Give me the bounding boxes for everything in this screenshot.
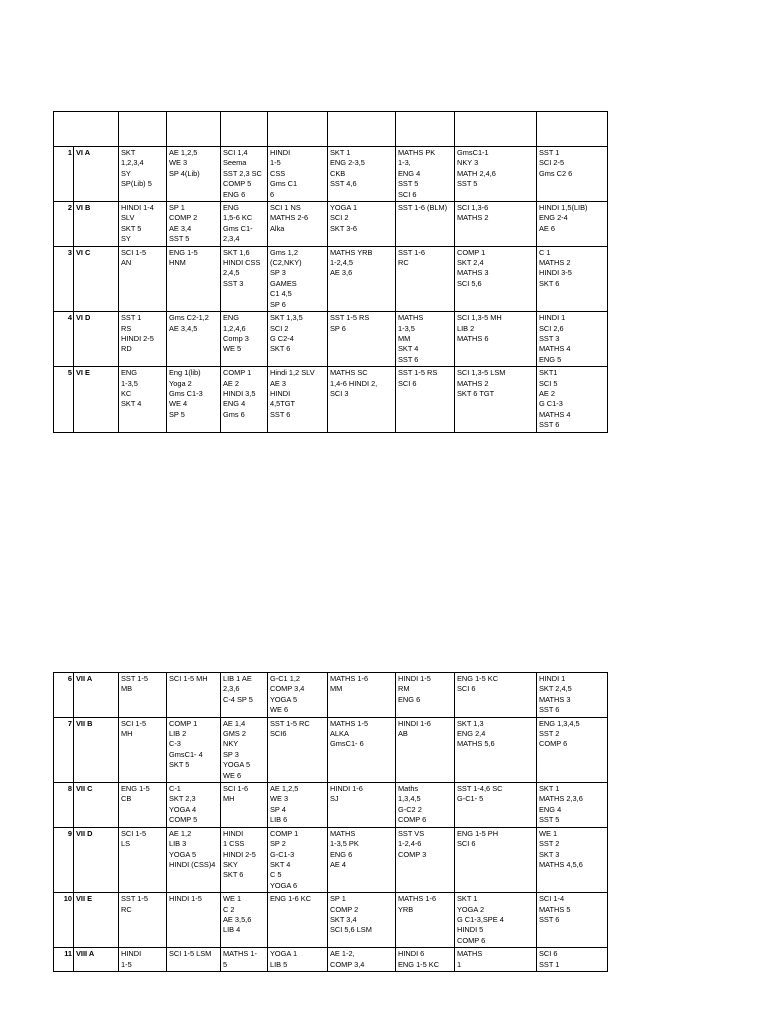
header-blank-cell — [119, 112, 167, 147]
period-cell: HINDI 1-5 — [119, 948, 167, 972]
period-cell: ENG 1,3,4,5 SST 2 COMP 6 — [537, 717, 608, 782]
period-cell: SKT 1,2,3,4 SY SP(Lib) 5 — [119, 147, 167, 202]
period-cell: SCI 1,3-5 MH LIB 2 MATHS 6 — [455, 312, 537, 367]
period-cell: YOGA 1 LIB 5 — [268, 948, 328, 972]
period-cell: Hindi 1,2 SLV AE 3 HINDI 4,5TGT SST 6 — [268, 367, 328, 432]
period-cell: SCI 1,3-5 LSM MATHS 2 SKT 6 TGT — [455, 367, 537, 432]
period-cell: SCI 1 NS MATHS 2-6 Alka — [268, 202, 328, 247]
period-cell: HINDI 1-4 SLV SKT 5 SY — [119, 202, 167, 247]
period-cell: HINDI 6 ENG 1-5 KC — [396, 948, 455, 972]
row-number: 3 — [54, 246, 74, 311]
table-row — [54, 312, 608, 367]
period-cell: C-1 SKT 2,3 YOGA 4 COMP 5 — [167, 783, 221, 828]
table-row — [54, 893, 608, 948]
class-name: VI E — [74, 367, 119, 432]
period-cell: HINDI 1 CSS HINDI 2-5 SKY SKT 6 — [221, 827, 268, 892]
period-cell: AE 1,2,5 WE 3 SP 4 LIB 6 — [268, 783, 328, 828]
class-name: VI D — [74, 312, 119, 367]
period-cell: ENG 1,5-6 KC Gms C1- 2,3,4 — [221, 202, 268, 247]
table-row — [54, 246, 608, 311]
period-cell: SST 1-5 RS SP 6 — [328, 312, 396, 367]
class-name: VII E — [74, 893, 119, 948]
class-name: VI B — [74, 202, 119, 247]
period-cell: LIB 1 AE 2,3,6 C-4 SP 5 — [221, 673, 268, 718]
class-name: VI A — [74, 147, 119, 202]
period-cell: AE 1,2 LIB 3 YOGA 5 HINDI (CSS)4 — [167, 827, 221, 892]
period-cell: SKT 1,6 HINDI CSS 2,4,5 SST 3 — [221, 246, 268, 311]
period-cell: SP 1 COMP 2 SKT 3,4 SCI 5,6 LSM — [328, 893, 396, 948]
header-blank-cell — [396, 112, 455, 147]
period-cell: SKT 1,3 ENG 2,4 MATHS 5,6 — [455, 717, 537, 782]
table-row — [54, 783, 608, 828]
period-cell: ENG 1-6 KC — [268, 893, 328, 948]
period-cell: SKT 1 YOGA 2 G C1-3,SPE 4 HINDI 5 COMP 6 — [455, 893, 537, 948]
period-cell: MATHS 1- 5 — [221, 948, 268, 972]
row-number: 2 — [54, 202, 74, 247]
period-cell: HINDI 1-5 CSS Gms C1 6 — [268, 147, 328, 202]
timetable-vii — [53, 672, 608, 972]
period-cell: SCI 1-5 MH — [119, 717, 167, 782]
row-number: 9 — [54, 827, 74, 892]
class-name: VII B — [74, 717, 119, 782]
row-number: 1 — [54, 147, 74, 202]
table-row — [54, 202, 608, 247]
period-cell: ENG 1-5 HNM — [167, 246, 221, 311]
period-cell: Gms C2-1,2 AE 3,4,5 — [167, 312, 221, 367]
period-cell: SKT 1 ENG 2-3,5 CKB SST 4,6 — [328, 147, 396, 202]
period-cell: WE 1 C 2 AE 3,5,6 LIB 4 — [221, 893, 268, 948]
period-cell: SCI 1-6 MH — [221, 783, 268, 828]
period-cell: SCI 1-4 MATHS 5 SST 6 — [537, 893, 608, 948]
timetable-vi — [53, 111, 608, 433]
period-cell: MATHS 1-3,5 MM SKT 4 SST 6 — [396, 312, 455, 367]
period-cell: G-C1 1,2 COMP 3,4 YOGA 5 WE 6 — [268, 673, 328, 718]
period-cell: GmsC1-1 NKY 3 MATH 2,4,6 SST 5 — [455, 147, 537, 202]
header-blank-cell — [54, 112, 119, 147]
period-cell: SST 1-5 RS SCI 6 — [396, 367, 455, 432]
period-cell: SP 1 COMP 2 AE 3,4 SST 5 — [167, 202, 221, 247]
period-cell: SCI 1-5 LS — [119, 827, 167, 892]
table-row — [54, 147, 608, 202]
period-cell: MATHS PK 1-3, ENG 4 SST 5 SCI 6 — [396, 147, 455, 202]
period-cell: Maths 1,3,4,5 G-C2 2 COMP 6 — [396, 783, 455, 828]
period-cell: SST 1-6 RC — [396, 246, 455, 311]
header-blank-cell — [268, 112, 328, 147]
period-cell: COMP 1 SP 2 G-C1-3 SKT 4 C 5 YOGA 6 — [268, 827, 328, 892]
header-blank-cell — [167, 112, 221, 147]
period-cell: HINDI 1-6 AB — [396, 717, 455, 782]
period-cell: SKT 1,3,5 SCI 2 G C2-4 SKT 6 — [268, 312, 328, 367]
period-cell: HINDI 1,5(LIB) ENG 2-4 AE 6 — [537, 202, 608, 247]
period-cell: ENG 1-3,5 KC SKT 4 — [119, 367, 167, 432]
header-row — [54, 112, 608, 147]
period-cell: HINDI 1-5 RM ENG 6 — [396, 673, 455, 718]
period-cell: AE 1,2,5 WE 3 SP 4(Lib) — [167, 147, 221, 202]
class-name: VII A — [74, 673, 119, 718]
period-cell: HINDI 1-5 — [167, 893, 221, 948]
header-blank-cell — [221, 112, 268, 147]
period-cell: MATHS SC 1,4-6 HINDI 2, SCI 3 — [328, 367, 396, 432]
header-blank-cell — [328, 112, 396, 147]
period-cell: SST 1 RS HINDI 2-5 RD — [119, 312, 167, 367]
period-cell: COMP 1 SKT 2,4 MATHS 3 SCI 5,6 — [455, 246, 537, 311]
period-cell: HINDI 1 SCI 2,6 SST 3 MATHS 4 ENG 5 — [537, 312, 608, 367]
table-row — [54, 948, 608, 972]
table-row — [54, 367, 608, 432]
row-number: 8 — [54, 783, 74, 828]
header-blank-cell — [537, 112, 608, 147]
period-cell: SCI 1,3-6 MATHS 2 — [455, 202, 537, 247]
period-cell: SKT1 SCI 5 AE 2 G C1-3 MATHS 4 SST 6 — [537, 367, 608, 432]
period-cell: SCI 1,4 Seema SST 2,3 SC COMP 5 ENG 6 — [221, 147, 268, 202]
class-name: VI C — [74, 246, 119, 311]
class-name: VII D — [74, 827, 119, 892]
period-cell: WE 1 SST 2 SKT 3 MATHS 4,5,6 — [537, 827, 608, 892]
period-cell: AE 1-2, COMP 3,4 — [328, 948, 396, 972]
table-row — [54, 827, 608, 892]
row-number: 5 — [54, 367, 74, 432]
period-cell: AE 1,4 GMS 2 NKY SP 3 YOGA 5 WE 6 — [221, 717, 268, 782]
row-number: 6 — [54, 673, 74, 718]
period-cell: C 1 MATHS 2 HINDI 3-5 SKT 6 — [537, 246, 608, 311]
period-cell: SCI 6 SST 1 — [537, 948, 608, 972]
period-cell: HINDI 1 SKT 2,4,5 MATHS 3 SST 6 — [537, 673, 608, 718]
period-cell: ENG 1,2,4,6 Comp 3 WE 5 — [221, 312, 268, 367]
period-cell: MATHS 1 — [455, 948, 537, 972]
period-cell: COMP 1 LIB 2 C-3 GmsC1- 4 SKT 5 — [167, 717, 221, 782]
period-cell: HINDI 1-6 SJ — [328, 783, 396, 828]
period-cell: ENG 1-5 CB — [119, 783, 167, 828]
row-number: 4 — [54, 312, 74, 367]
class-name: VII C — [74, 783, 119, 828]
period-cell: SCI 1-5 MH — [167, 673, 221, 718]
header-blank-cell — [455, 112, 537, 147]
class-name: VIII A — [74, 948, 119, 972]
period-cell: MATHS 1-3,5 PK ENG 6 AE 4 — [328, 827, 396, 892]
timetable-vii-body — [54, 673, 608, 972]
period-cell: Gms 1,2 (C2,NKY) SP 3 GAMES C1 4,5 SP 6 — [268, 246, 328, 311]
period-cell: SST 1-5 MB — [119, 673, 167, 718]
period-cell: MATHS YRB 1-2,4,5 AE 3,6 — [328, 246, 396, 311]
period-cell: MATHS 1-5 ALKA GmsC1- 6 — [328, 717, 396, 782]
period-cell: SST 1 SCI 2-5 Gms C2 6 — [537, 147, 608, 202]
period-cell: SST 1-4,6 SC G-C1- 5 — [455, 783, 537, 828]
period-cell: ENG 1-5 PH SCI 6 — [455, 827, 537, 892]
table-row — [54, 717, 608, 782]
row-number: 7 — [54, 717, 74, 782]
period-cell: SST 1-6 (BLM) — [396, 202, 455, 247]
timetable-vi-body — [54, 112, 608, 433]
period-cell: ENG 1-5 KC SCI 6 — [455, 673, 537, 718]
period-cell: SST VS 1-2,4-6 COMP 3 — [396, 827, 455, 892]
period-cell: MATHS 1-6 YRB — [396, 893, 455, 948]
period-cell: SST 1-5 RC SCI6 — [268, 717, 328, 782]
period-cell: SCI 1-5 AN — [119, 246, 167, 311]
period-cell: Eng 1(lib) Yoga 2 Gms C1-3 WE 4 SP 5 — [167, 367, 221, 432]
row-number: 11 — [54, 948, 74, 972]
table-row — [54, 673, 608, 718]
period-cell: SST 1-5 RC — [119, 893, 167, 948]
row-number: 10 — [54, 893, 74, 948]
period-cell: SKT 1 MATHS 2,3,6 ENG 4 SST 5 — [537, 783, 608, 828]
period-cell: YOGA 1 SCI 2 SKT 3-6 — [328, 202, 396, 247]
period-cell: COMP 1 AE 2 HINDI 3,5 ENG 4 Gms 6 — [221, 367, 268, 432]
period-cell: SCI 1-5 LSM — [167, 948, 221, 972]
period-cell: MATHS 1-6 MM — [328, 673, 396, 718]
